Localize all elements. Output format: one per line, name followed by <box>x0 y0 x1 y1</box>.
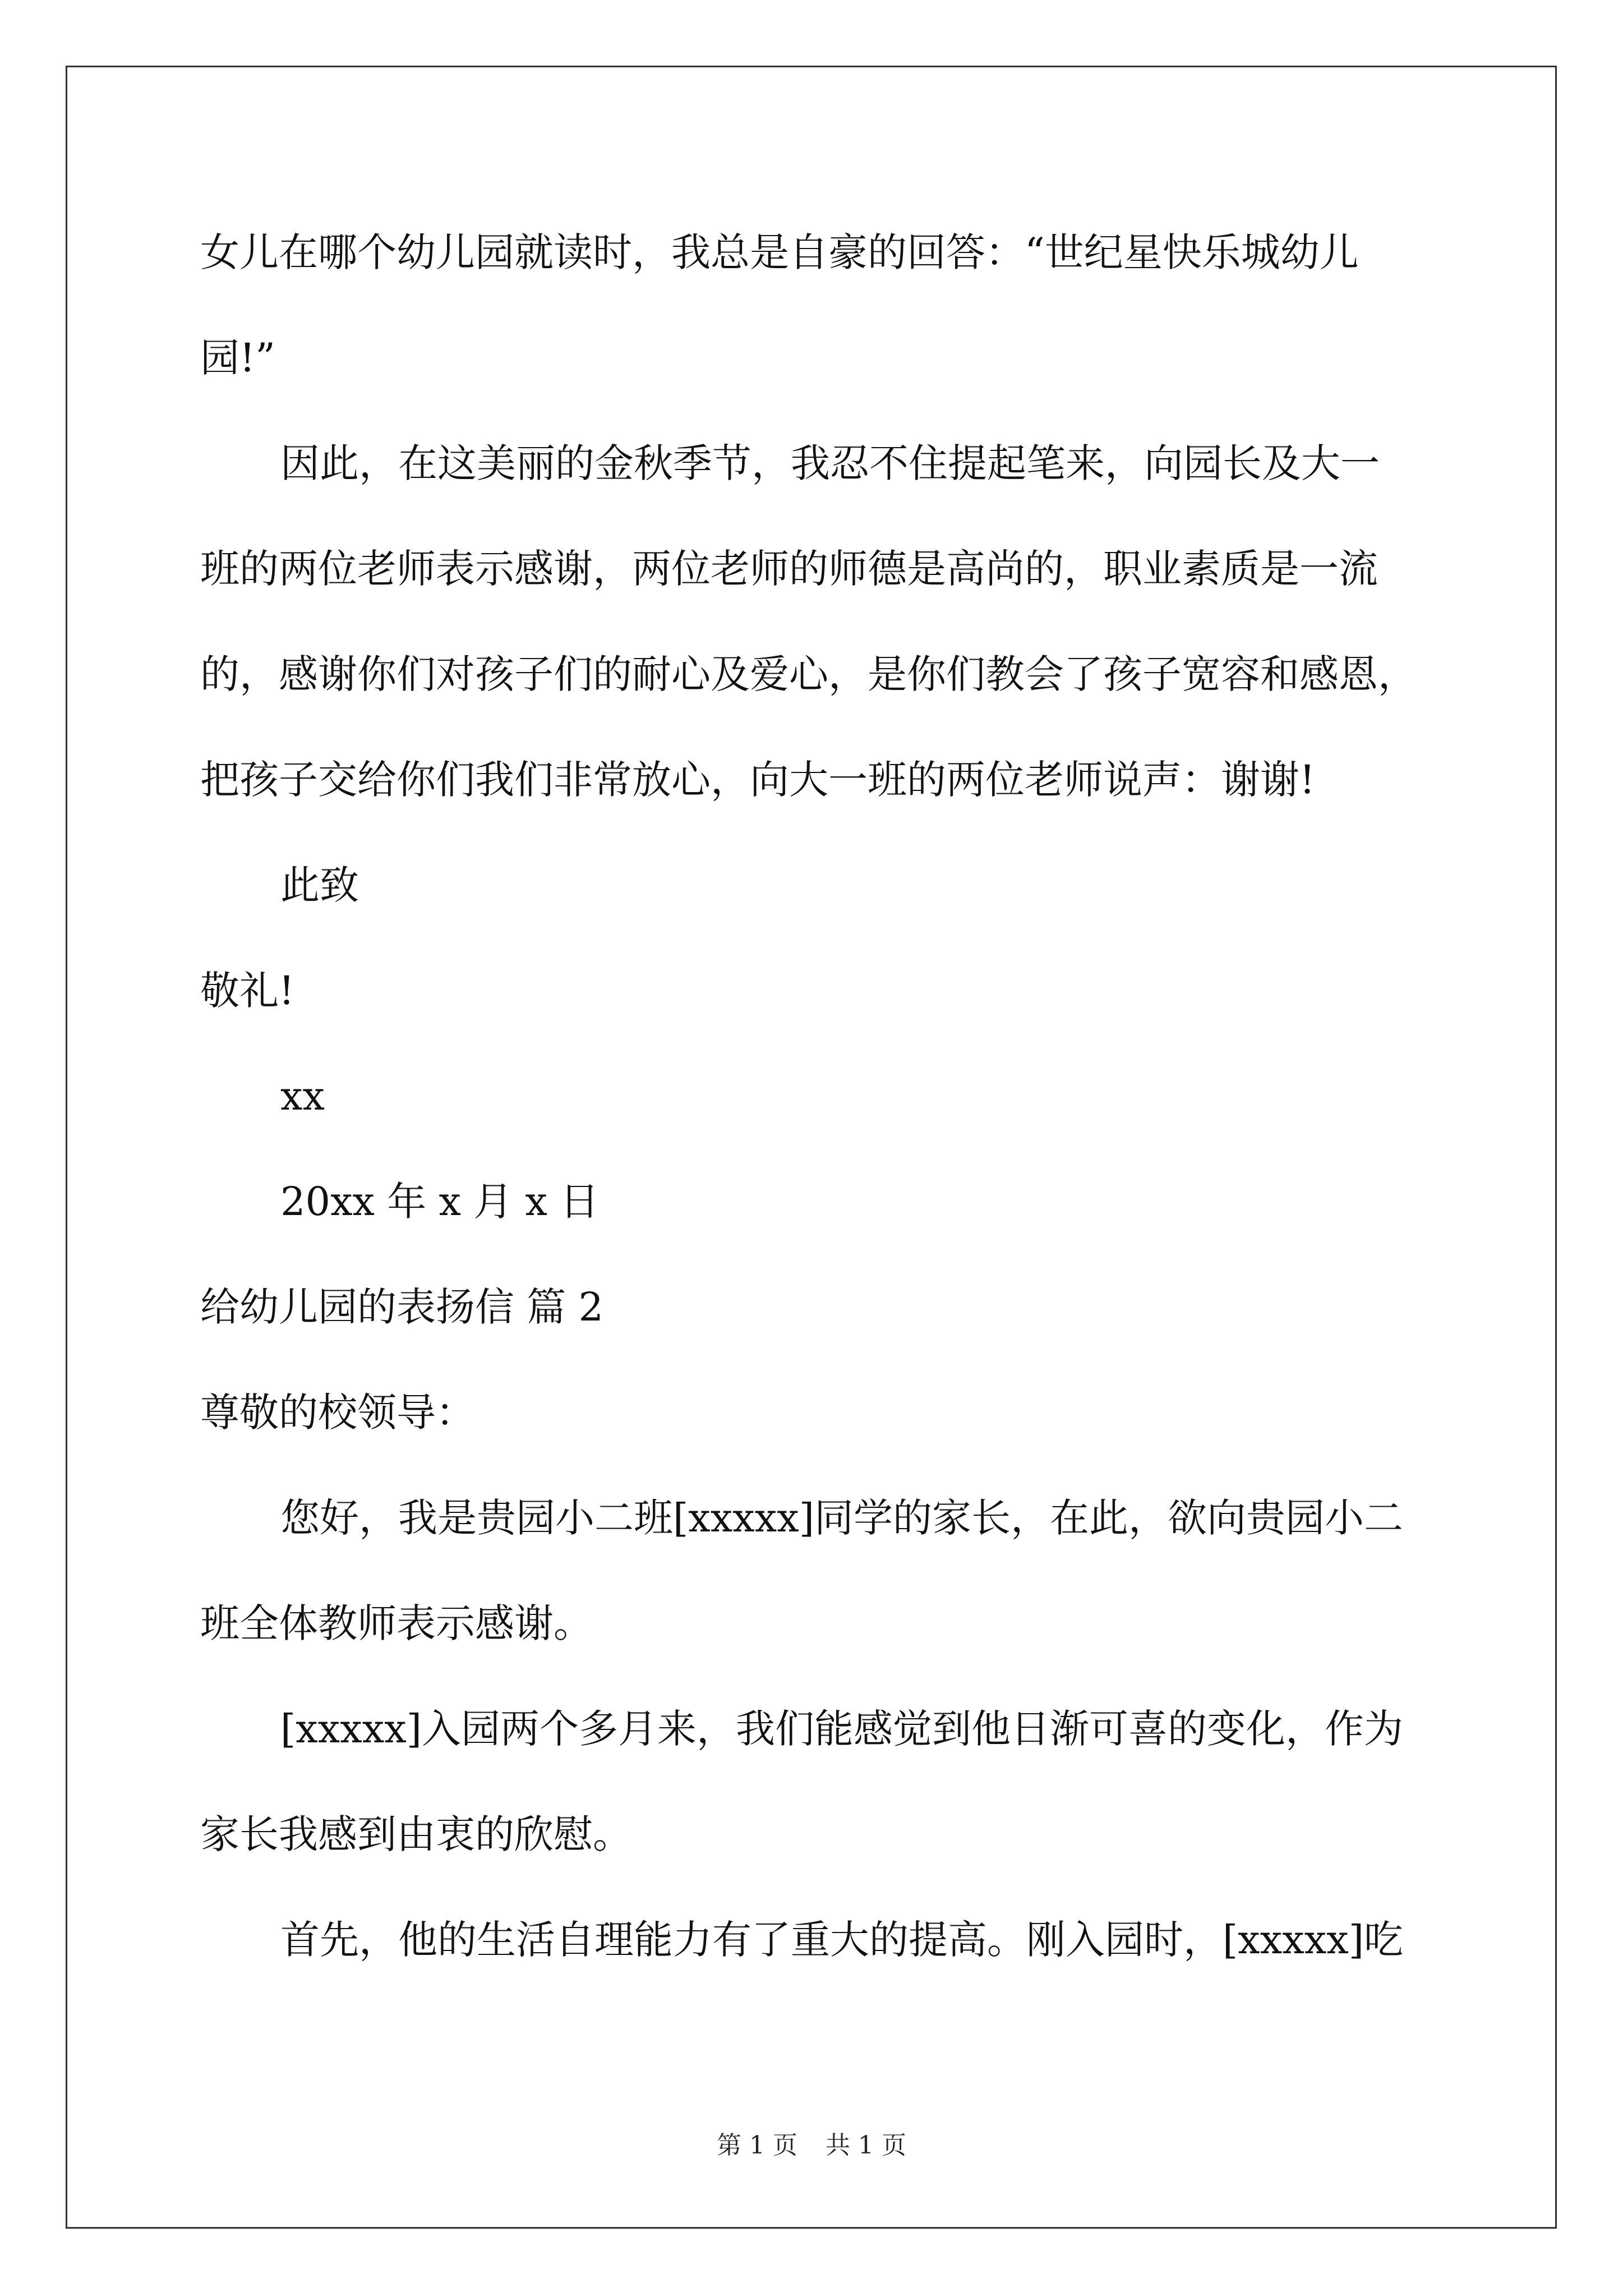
text-line: 的，感谢你们对孩子们的耐心及爱心，是你们教会了孩子宽容和感恩， <box>200 651 1417 697</box>
text-line: 您好，我是贵园小二班[xxxxx]同学的家长，在此，欲向贵园小二 <box>280 1495 1404 1541</box>
date-line: 20xx 年 x 月 x 日 <box>280 1179 600 1225</box>
text-line: 女儿在哪个幼儿园就读时，我总是自豪的回答：“世纪星快乐城幼儿 <box>200 229 1359 275</box>
text-line: 班的两位老师表示感谢，两位老师的师德是高尚的，职业素质是一流 <box>200 546 1378 592</box>
text-line: 因此，在这美丽的金秋季节，我忍不住提起笔来，向园长及大一 <box>280 440 1380 486</box>
signature-line: xx <box>280 1073 325 1119</box>
text-line: 首先，他的生活自理能力有了重大的提高。刚入园时，[xxxxx]吃 <box>280 1917 1404 1963</box>
text-line: 园!” <box>200 335 275 381</box>
text-line: 班全体教师表示感谢。 <box>200 1600 593 1646</box>
section-heading: 给幼儿园的表扬信 篇 2 <box>200 1284 604 1330</box>
salutation-line: 敬礼! <box>200 968 295 1014</box>
page-total: 共 1 页 <box>826 2131 906 2160</box>
text-line: 把孩子交给你们我们非常放心，向大一班的两位老师说声：谢谢! <box>200 757 1316 803</box>
page-border <box>66 66 1557 2229</box>
text-line: 家长我感到由衷的欣慰。 <box>200 1811 632 1857</box>
text-line: [xxxxx]入园两个多月来，我们能感觉到他日渐可喜的变化，作为 <box>280 1706 1404 1752</box>
page-footer <box>0 2132 1623 2160</box>
greeting-line: 尊敬的校领导： <box>200 1389 475 1435</box>
page-number: 第 1 页 <box>717 2131 797 2160</box>
salutation-line: 此致 <box>280 862 359 908</box>
